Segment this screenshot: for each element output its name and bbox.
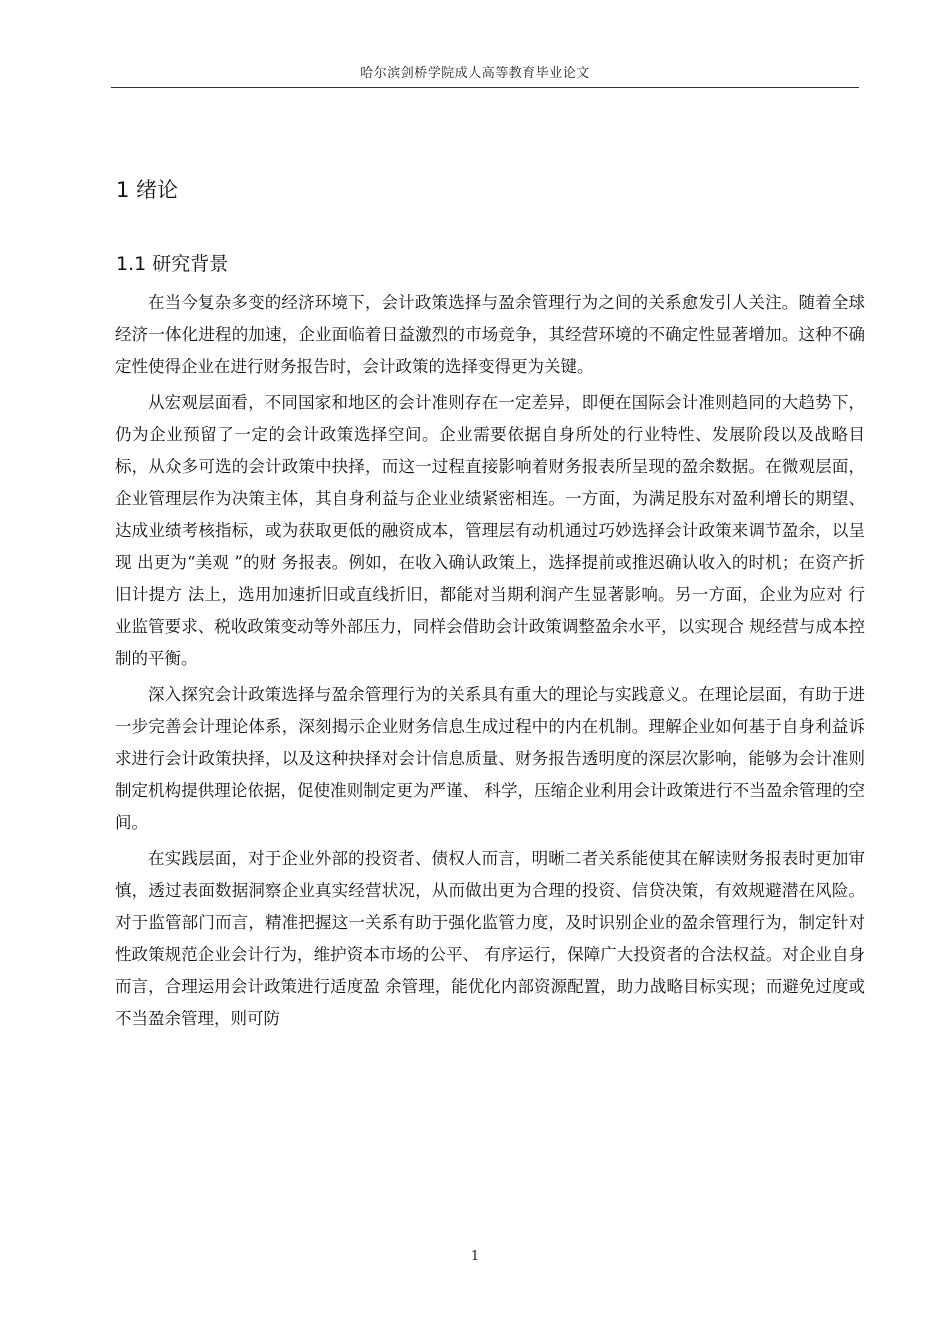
paragraph: 在实践层面，对于企业外部的投资者、债权人而言，明晰二者关系能使其在解读财务报表时更加审慎，透过表面数据洞察企业真实经营状况，从而做出更为合理的投资、信贷决策，有效规避潜在风险。对于监管部门而言，精准把握这一关系有助于强化监管力度，及时识别企业的盈余管理行为，制定针对性政策规范企业会计行为，维护资本市场的公平、 有序运行，保障广大投资者的合法权益。对企业自身而言，合理运用会计政策进行适度盈 余管理，能优化内部资源配置，助力战略目标实现；而避免过度或不当盈余管理，则可防 <box>115 849 865 1028</box>
body-text <box>115 287 865 1039</box>
page-number: 1 <box>470 1249 480 1264</box>
paragraph: 深入探究会计政策选择与盈余管理行为的关系具有重大的理论与实践意义。在理论层面，有助于进一步完善会计理论体系，深刻揭示企业财务信息生成过程中的内在机制。理解企业如何基于自身利益诉求进行会计政策抉择，以及这种抉择对会计信息质量、财务报告透明度的深层次影响，能够为会计准则制定机构提供理论依据，促使准则制定更为严谨、 科学，压缩企业利用会计政策进行不当盈余管理的空间。 <box>115 685 865 832</box>
chapter-title: 1 绪论 <box>116 178 179 202</box>
paragraph: 在当今复杂多变的经济环境下，会计政策选择与盈余管理行为之间的关系愈发引人关注。随着全球经济一体化进程的加速，企业面临着日益激烈的市场竞争，其经营环境的不确定性显著增加。这种不确定性使得企业在进行财务报告时，会计政策的选择变得更为关键。 <box>115 293 865 376</box>
paragraph: 从宏观层面看，不同国家和地区的会计准则存在一定差异，即便在国际会计准则趋同的大趋势下，仍为企业预留了一定的会计政策选择空间。企业需要依据自身所处的行业特性、发展阶段以及战略目标，从众多可选的会计政策中抉择，而这一过程直接影响着财务报表所呈现的盈余数据。在微观层面，企业管理层作为决策主体，其自身利益与企业业绩紧密相连。一方面，为满足股东对盈利增长的期望、达成业绩考核指标，或为获取更低的融资成本，管理层有动机通过巧妙选择会计政策来调节盈余，以呈现 出更为“美观 ”的财 务报表。例如，在收入确认政策上，选择提前或推迟确认收入的时机；在资产折旧计提方 法上，选用加速折旧或直线折旧，都能对当期利润产生显著影响。另一方面，企业为应对 行业监管要求、税收政策变动等外部压力，同样会借助会计政策调整盈余水平，以实现合 规经营与成本控制的平衡。 <box>115 393 865 668</box>
page-header: 哈尔滨剑桥学院成人高等教育毕业论文 <box>360 66 590 81</box>
header-divider <box>111 87 859 88</box>
section-title: 1.1 研究背景 <box>116 253 229 275</box>
